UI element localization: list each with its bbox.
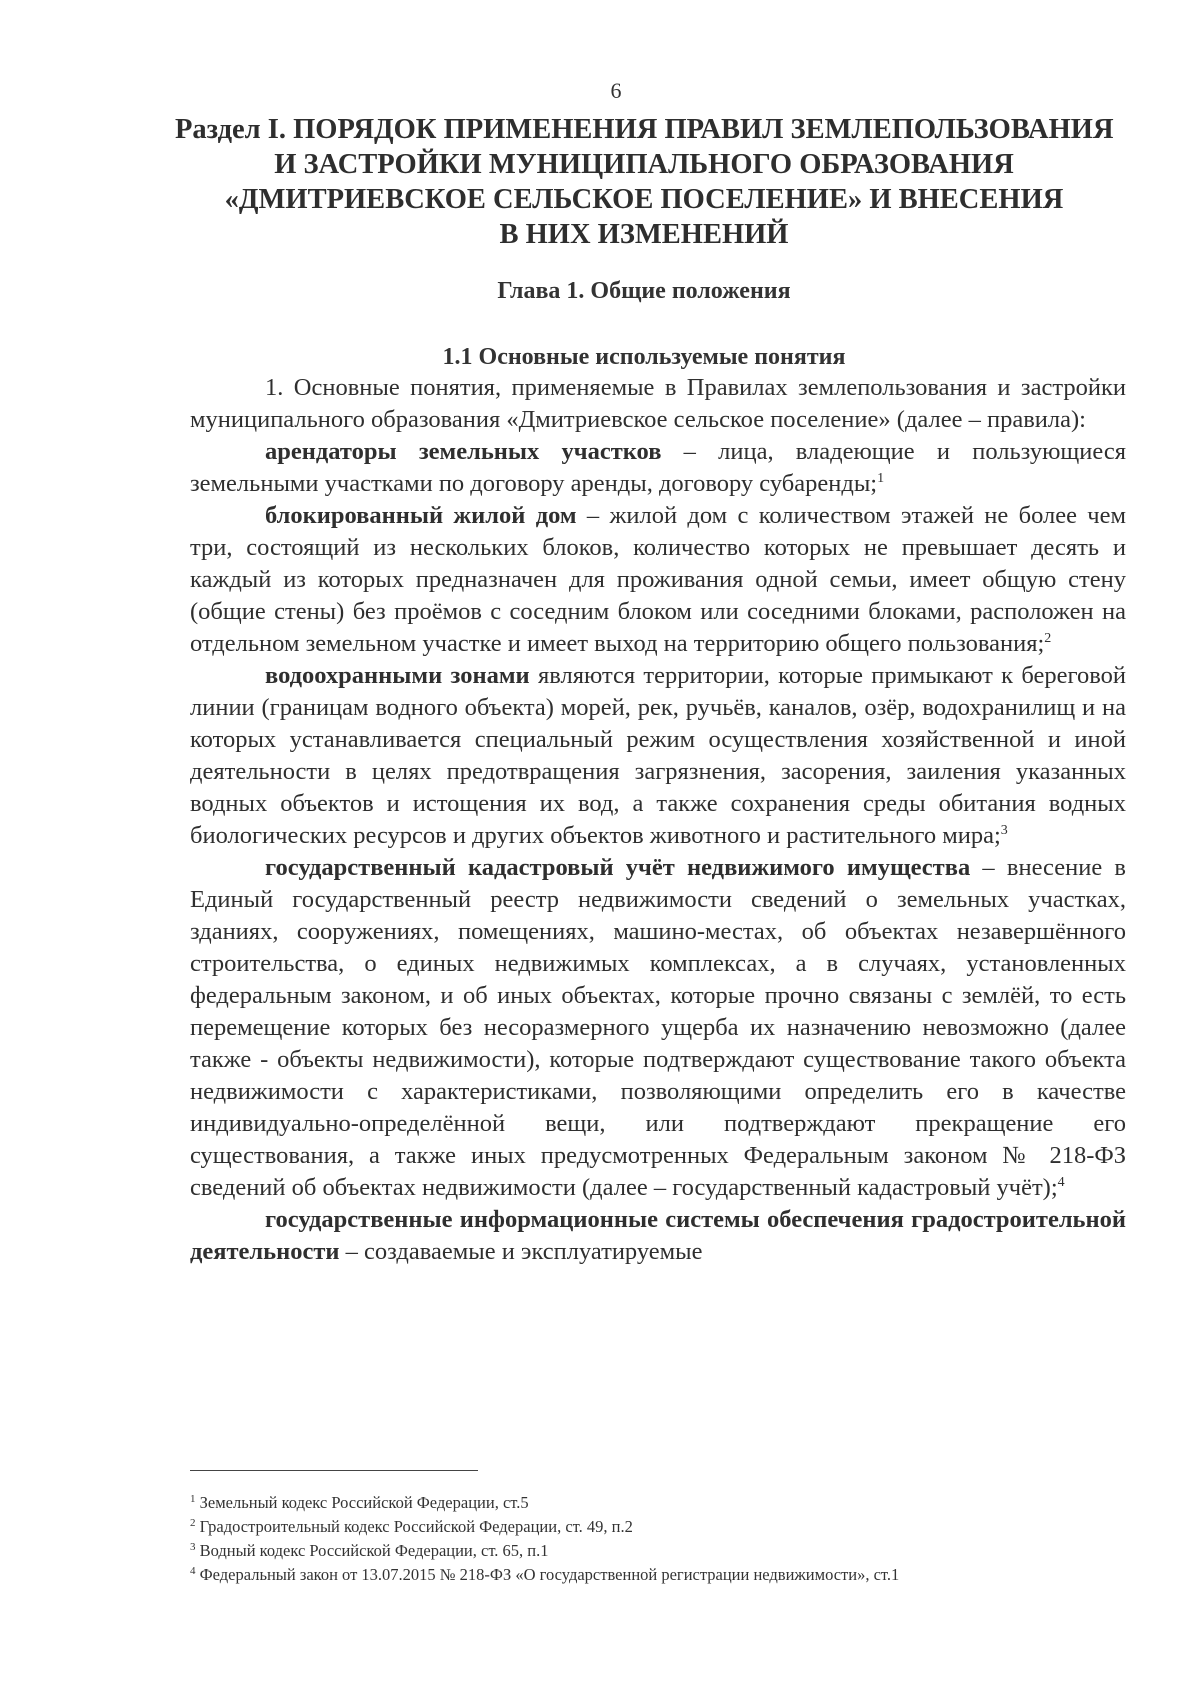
section-title-line: «ДМИТРИЕВСКОЕ СЕЛЬСКОЕ ПОСЕЛЕНИЕ» И ВНЕСЕНИЯ (224, 184, 1064, 215)
definition-term: блокированный жилой дом (265, 502, 577, 529)
footnote-text: Федеральный закон от 13.07.2015 № 218-ФЗ «О государственной регистрации недвижимости», ст.1 (195, 1565, 900, 1584)
footnote-ref: 4 (1057, 1175, 1065, 1190)
section-title-line: В НИХ ИЗМЕНЕНИЙ (499, 219, 789, 250)
definition-text: – создаваемые и эксплуатируемые (339, 1238, 703, 1265)
definition-term: государственный кадастровый учёт недвижимого имущества (265, 854, 971, 881)
chapter-title: Глава 1. Общие положения (497, 278, 791, 304)
definition-paragraph (190, 436, 1126, 500)
section-title (175, 112, 1113, 252)
section-title-line: И ЗАСТРОЙКИ МУНИЦИПАЛЬНОГО ОБРАЗОВАНИЯ (274, 149, 1014, 180)
footnote-number: 3 (190, 1541, 196, 1553)
footnote-ref: 2 (1044, 631, 1052, 646)
definition-text: – лица, владеющие и пользующиеся земельными участками по договору аренды, договору субаренды; (190, 438, 1126, 497)
body-text (190, 372, 1126, 1268)
footnote (190, 1491, 1130, 1515)
definition-paragraph (190, 852, 1126, 1204)
footnote-divider (190, 1470, 478, 1471)
definition-paragraph (190, 1204, 1126, 1268)
footnote-number: 2 (190, 1517, 196, 1529)
definition-term: арендаторы земельных участков (265, 438, 662, 465)
footnote-number: 1 (190, 1493, 196, 1505)
footnote-ref: 3 (1000, 823, 1008, 838)
definition-text: – жилой дом с количеством этажей не более чем три, состоящий из нескольких блоков, количество которых не превышает десять и каждый из которых предназначен для проживания одной семьи, имеет общую стену (общие стены) без проёмов с соседним блоком или соседними блоками, расположен на отдельном земельном участке и имеет выход на территорию общего пользования; (190, 502, 1126, 657)
definition-paragraph (190, 660, 1126, 852)
footnote (190, 1563, 1130, 1587)
page-number: 6 (610, 78, 622, 103)
intro-paragraph: 1. Основные понятия, применяемые в Правилах землепользования и застройки муниципального образования «Дмитриевское сельское поселение» (далее – правила): (190, 374, 1126, 433)
definition-text: являются территории, которые примыкают к береговой линии (границам водного объекта) морей, рек, ручьёв, каналов, озёр, водохранилищ и на которых устанавливается специальный режим осуществления хозяйственной и иной деятельности в целях предотвращения загрязнения, засорения, заиления указанных водных объектов и истощения их вод, а также сохранения среды обитания водных биологических ресурсов и других объектов животного и растительного мира; (190, 662, 1126, 849)
section-title-line: Раздел I. ПОРЯДОК ПРИМЕНЕНИЯ ПРАВИЛ ЗЕМЛЕПОЛЬЗОВАНИЯ (175, 114, 1114, 145)
footnote-ref: 1 (877, 471, 885, 486)
definition-term: водоохранными зонами (265, 662, 530, 689)
footnote-text: Водный кодекс Российской Федерации, ст. 65, п.1 (195, 1541, 549, 1560)
definition-text: – внесение в Единый государственный реестр недвижимости сведений о земельных участках, зданиях, сооружениях, помещениях, машино-местах, об объектах незавершённого строительства, о единых недвижимых комплексах, а в случаях, установленных федеральным законом, и об иных объектах, которые прочно связаны с землёй, то есть перемещение которых без несоразмерного ущерба их назначению невозможно (далее также - объекты недвижимости), которые подтверждают существование такого объекта недвижимости с характеристиками, позволяющими определить его в качестве индивидуально-определённой вещи, или подтверждают прекращение его существования, а также иных предусмотренных Федеральным законом № 218-ФЗ сведений об объектах недвижимости (далее – государственный кадастровый учёт); (190, 854, 1126, 1201)
footnote-number: 4 (190, 1565, 196, 1577)
subsection-title: 1.1 Основные используемые понятия (442, 344, 846, 370)
footnote-text: Земельный кодекс Российской Федерации, ст.5 (195, 1493, 529, 1512)
footnotes (190, 1491, 1130, 1587)
definition-paragraph (190, 500, 1126, 660)
definition-term: государственные информационные системы обеспечения градостроительной деятельности (190, 1206, 1126, 1265)
footnote (190, 1539, 1130, 1563)
footnote (190, 1515, 1130, 1539)
footnote-text: Градостроительный кодекс Российской Федерации, ст. 49, п.2 (195, 1517, 633, 1536)
